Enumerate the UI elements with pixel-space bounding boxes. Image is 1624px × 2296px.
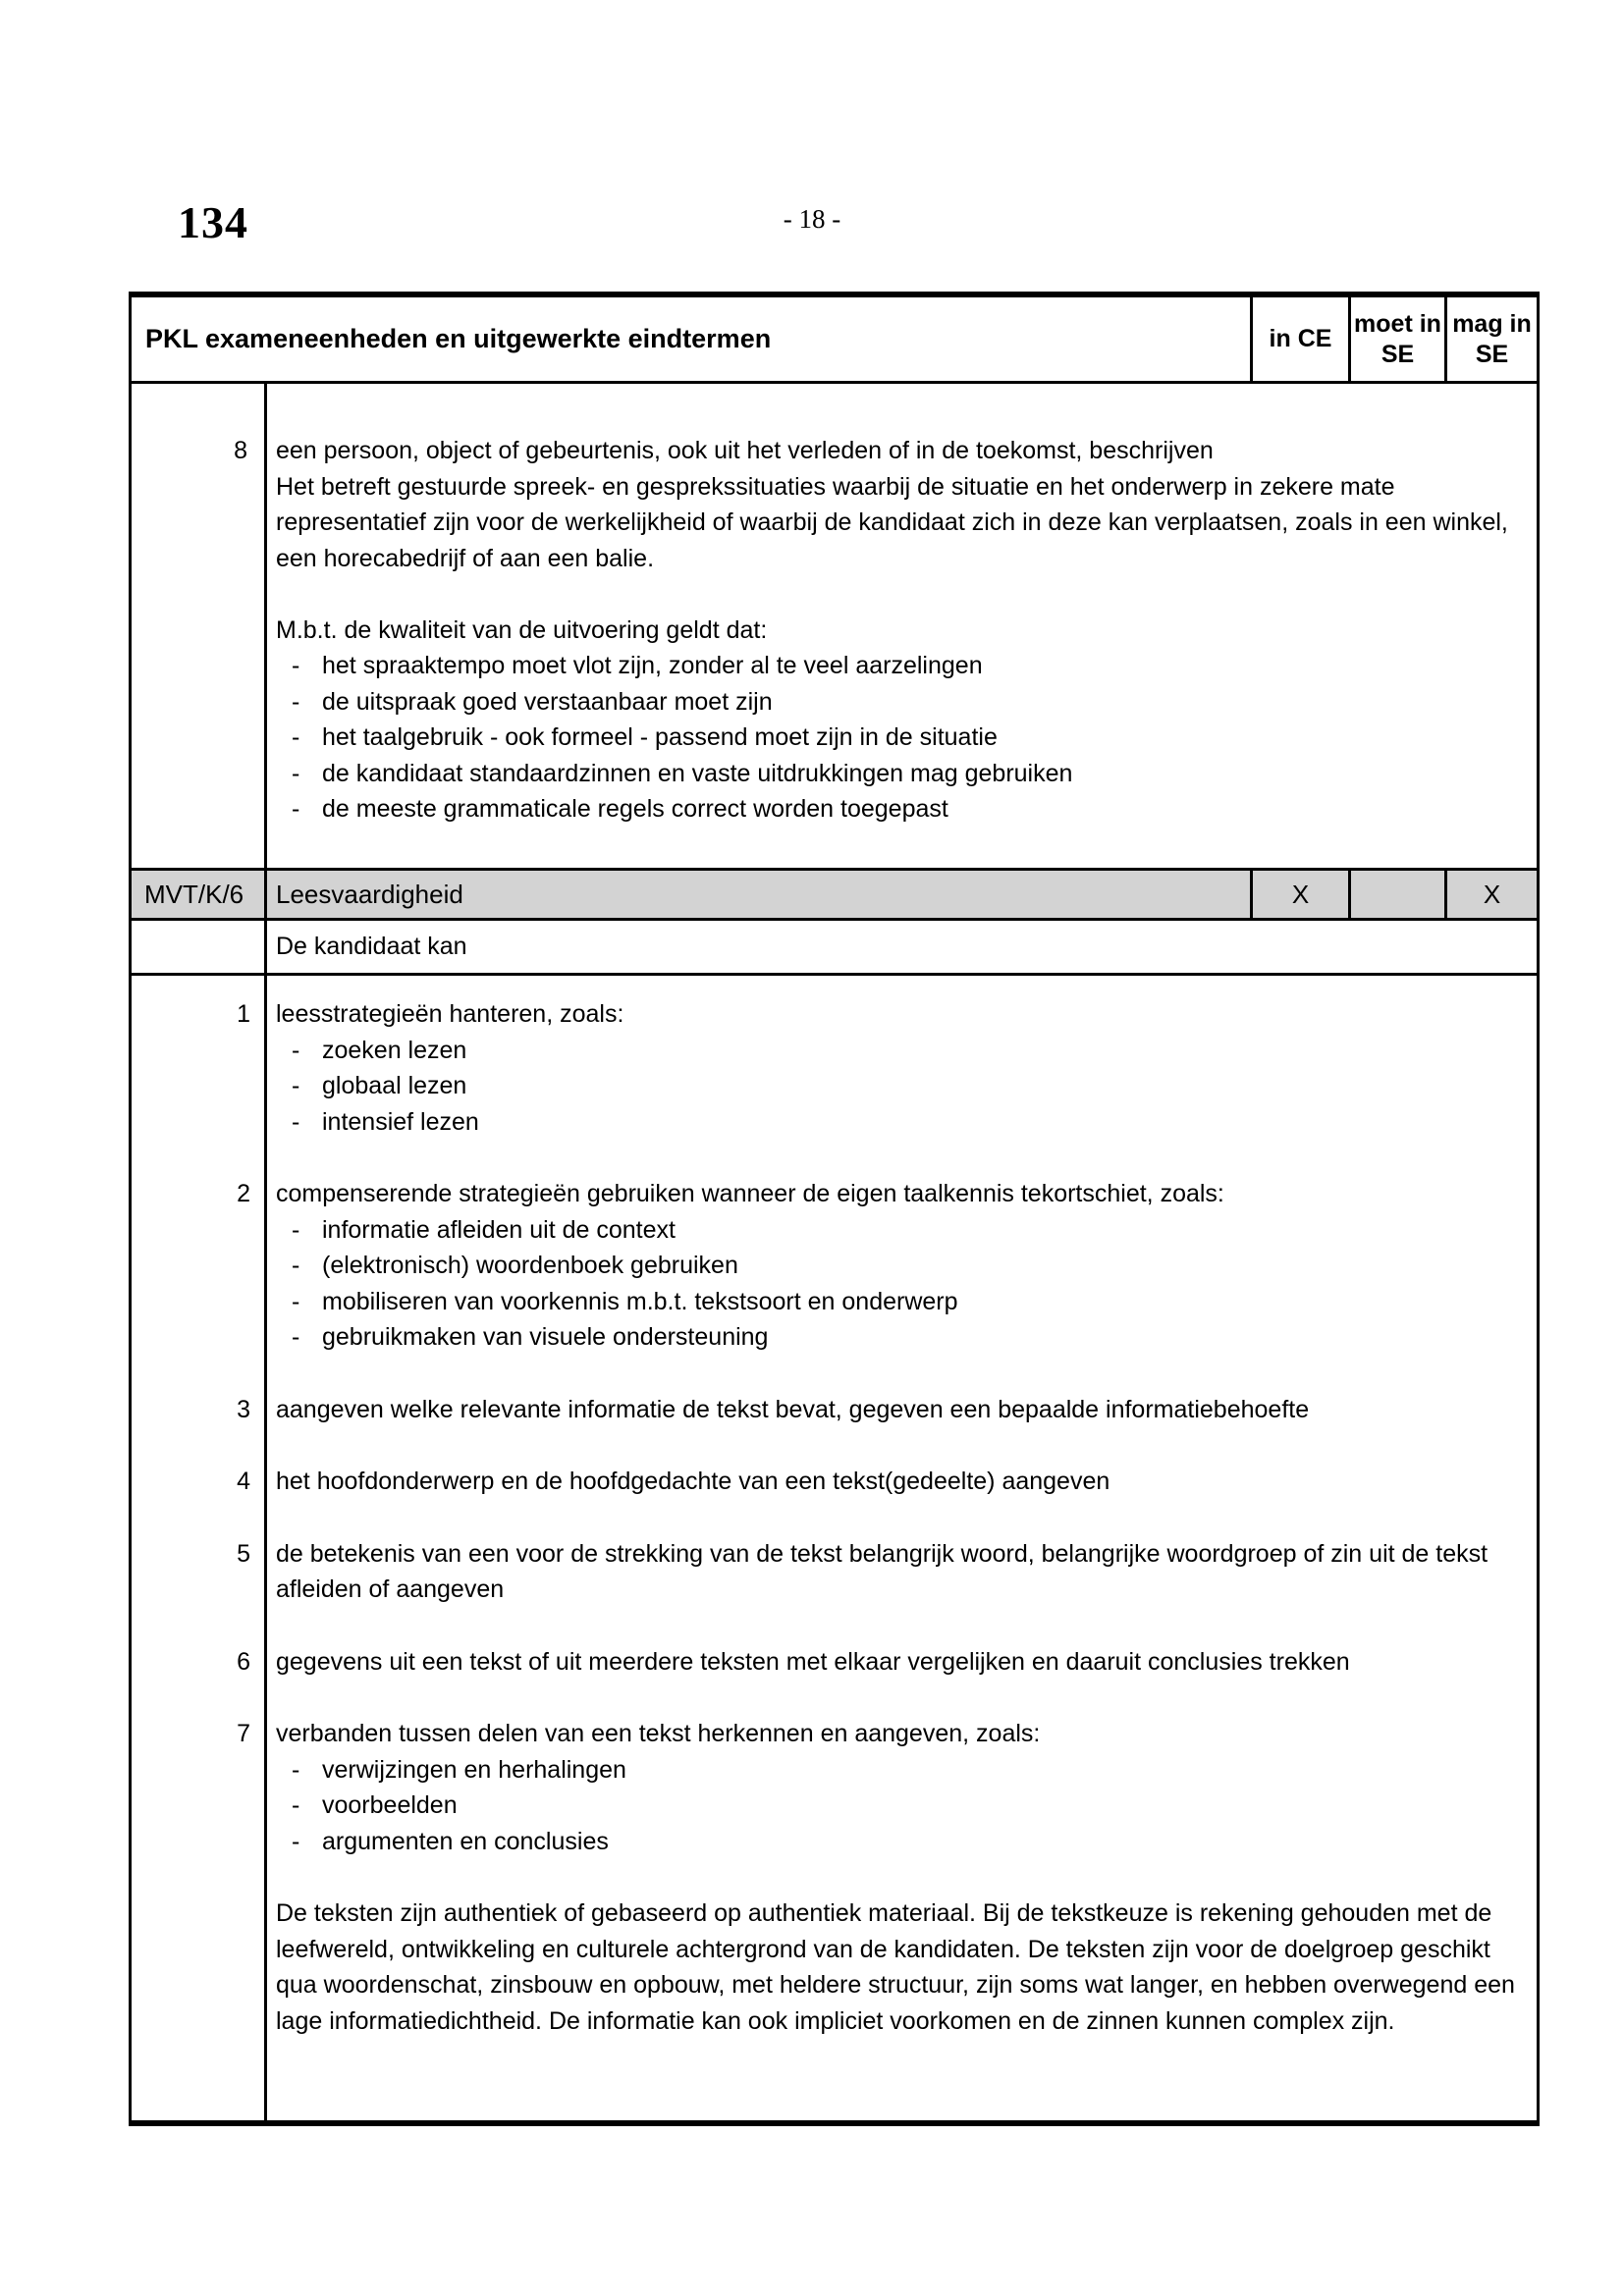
candidate-row-text: De kandidaat kan: [276, 933, 467, 961]
page-number: - 18 -: [783, 204, 841, 234]
quality-bullet: [276, 756, 1525, 792]
item-text: [267, 1644, 1537, 1681]
bullet-text: zoeken lezen: [322, 1036, 467, 1064]
item-line: compenserende strategieën gebruiken wanneer de eigen taalkennis tekortschiet, zoals:: [276, 1180, 1224, 1207]
folio-number: 134: [178, 197, 248, 247]
item-number-empty: [132, 1896, 267, 2039]
item-bullet: [276, 1212, 1523, 1249]
section-8-line1: een persoon, object of gebeurtenis, ook uit het verleden of in de toekomst, beschrijven: [276, 437, 1214, 464]
bullet-text: voorbeelden: [322, 1791, 458, 1819]
candidate-row-number-cell: [132, 921, 267, 973]
item-number: 5: [237, 1539, 250, 1568]
bullet-dash: -: [292, 1791, 300, 1819]
item-bullet: [276, 1788, 1523, 1824]
quality-bullet: [276, 648, 1525, 684]
bullet-dash: -: [292, 1755, 300, 1784]
bullet-text: de uitspraak goed verstaanbaar moet zijn: [322, 687, 773, 716]
bullet-dash: -: [292, 795, 300, 823]
item-1: [132, 996, 1537, 1140]
item-number: 1: [237, 1000, 250, 1028]
quality-bullet: [276, 791, 1525, 828]
bullet-text: het taalgebruik - ook formeel - passend moet zijn in de situatie: [322, 723, 998, 751]
unit-mark-moet-in-se: [1348, 871, 1444, 918]
item-text: [267, 1716, 1537, 1859]
table-title: PKL exameneenheden en uitgewerkte eindtermen: [145, 324, 772, 354]
item-line: leesstrategieën hanteren, zoals:: [276, 1000, 624, 1028]
bullet-dash: -: [292, 652, 300, 679]
item-bullet: [276, 1319, 1523, 1356]
unit-row-mvt-k6: [132, 868, 1537, 921]
item-text: [267, 996, 1537, 1140]
quality-heading: M.b.t. de kwaliteit van de uitvoering geldt dat:: [276, 615, 768, 644]
column-header-in-ce: in CE: [1250, 297, 1348, 381]
item-bullet: [276, 1284, 1523, 1320]
bullet-dash: -: [292, 1036, 300, 1064]
bullet-text: informatie afleiden uit de context: [322, 1215, 676, 1244]
bullet-dash: -: [292, 723, 300, 751]
item-text: [267, 1536, 1537, 1608]
bullet-dash: -: [292, 1287, 300, 1315]
item-bullet: [276, 1752, 1523, 1789]
item-bullet: [276, 1033, 1523, 1069]
item-bullet: [276, 1104, 1523, 1141]
closing-paragraph: De teksten zijn authentiek of gebaseerd op authentiek materiaal. Bij de tekstkeuze is rekening gehouden met de leefwereld, ontwikkeling en culturele achtergrond van de kandidaten. De teksten zijn voor de doelgroep geschikt qua woordenschat, zinsbouw en opbouw, met heldere structuur, zijn soms wat langer, en hebben overwegend een lage informatiedichtheid. De informatie kan ook impliciet voorkomen en de zinnen kunnen complex zijn.: [276, 1899, 1515, 2035]
bullet-text: intensief lezen: [322, 1107, 479, 1136]
eindtermen-table: [129, 292, 1540, 2126]
bullet-dash: -: [292, 1323, 300, 1351]
item-line: aangeven welke relevante informatie de tekst bevat, gegeven een bepaalde informatiebehoefte: [276, 1395, 1310, 1423]
closing-paragraph-row: [132, 1896, 1537, 2039]
candidate-row: [132, 921, 1537, 973]
item-number: 3: [237, 1395, 250, 1423]
table-header-row: [132, 297, 1537, 384]
bullet-text: gebruikmaken van visuele ondersteuning: [322, 1323, 769, 1351]
bullet-dash: -: [292, 1107, 300, 1136]
quality-bullet: [276, 720, 1525, 756]
item-5: [132, 1536, 1537, 1608]
section-8-number: 8: [132, 384, 267, 868]
bullet-dash: -: [292, 1827, 300, 1855]
column-header-moet-in-se: moet in SE: [1348, 297, 1444, 381]
item-line: het hoofdonderwerp en de hoofdgedachte van een tekst(gedeelte) aangeven: [276, 1468, 1110, 1495]
quality-bullet: [276, 684, 1525, 721]
item-line: gegevens uit een tekst of uit meerdere teksten met elkaar vergelijken en daaruit conclusies trekken: [276, 1647, 1350, 1676]
item-7: [132, 1716, 1537, 1859]
unit-label: Leesvaardigheid: [276, 879, 463, 909]
bullet-dash: -: [292, 1252, 300, 1279]
item-bullet: [276, 1068, 1523, 1104]
bullet-text: mobiliseren van voorkennis m.b.t. tekstsoort en onderwerp: [322, 1287, 958, 1315]
item-number: 6: [237, 1647, 250, 1676]
eindtermen-body: [132, 973, 1537, 2120]
column-header-mag-in-se: mag in SE: [1444, 297, 1537, 381]
bullet-text: argumenten en conclusies: [322, 1827, 609, 1855]
section-8-text: [267, 384, 1537, 868]
bullet-text: de kandidaat standaardzinnen en vaste uitdrukkingen mag gebruiken: [322, 759, 1073, 787]
item-text: [267, 1392, 1537, 1428]
item-4: [132, 1464, 1537, 1500]
bullet-dash: -: [292, 1215, 300, 1244]
unit-mark-in-ce: X: [1250, 871, 1348, 918]
item-6: [132, 1644, 1537, 1681]
item-text: [267, 1464, 1537, 1500]
bullet-dash: -: [292, 687, 300, 716]
item-text: [267, 1176, 1537, 1356]
unit-code: MVT/K/6: [132, 871, 267, 918]
bullet-text: de meeste grammaticale regels correct worden toegepast: [322, 795, 948, 823]
section-8-row: [132, 384, 1537, 868]
bullet-text: globaal lezen: [322, 1072, 467, 1099]
bullet-text: het spraaktempo moet vlot zijn, zonder al te veel aarzelingen: [322, 652, 983, 679]
item-bullet: [276, 1824, 1523, 1860]
item-number: 7: [237, 1720, 250, 1747]
item-number: 4: [237, 1468, 250, 1495]
item-line: de betekenis van een voor de strekking van de tekst belangrijk woord, belangrijke woordgroep of zin uit de tekst afleiden of aangeven: [276, 1539, 1489, 1603]
unit-mark-mag-in-se: X: [1444, 871, 1537, 918]
bullet-dash: -: [292, 759, 300, 787]
item-2: [132, 1176, 1537, 1356]
bullet-text: verwijzingen en herhalingen: [322, 1755, 626, 1784]
item-bullet: [276, 1248, 1523, 1284]
item-number: 2: [237, 1180, 250, 1207]
section-8-paragraph: Het betreft gestuurde spreek- en gesprekssituaties waarbij de situatie en het onderwerp in zekere mate representatief zijn voor de werkelijkheid of waarbij de kandidaat zich in deze kan verplaatsen, zoals in een winkel, een horecabedrijf of aan een balie.: [276, 472, 1508, 572]
item-line: verbanden tussen delen van een tekst herkennen en aangeven, zoals:: [276, 1720, 1041, 1747]
item-3: [132, 1392, 1537, 1428]
bullet-dash: -: [292, 1072, 300, 1099]
spacer: [276, 576, 1525, 613]
bullet-text: (elektronisch) woordenboek gebruiken: [322, 1252, 738, 1279]
